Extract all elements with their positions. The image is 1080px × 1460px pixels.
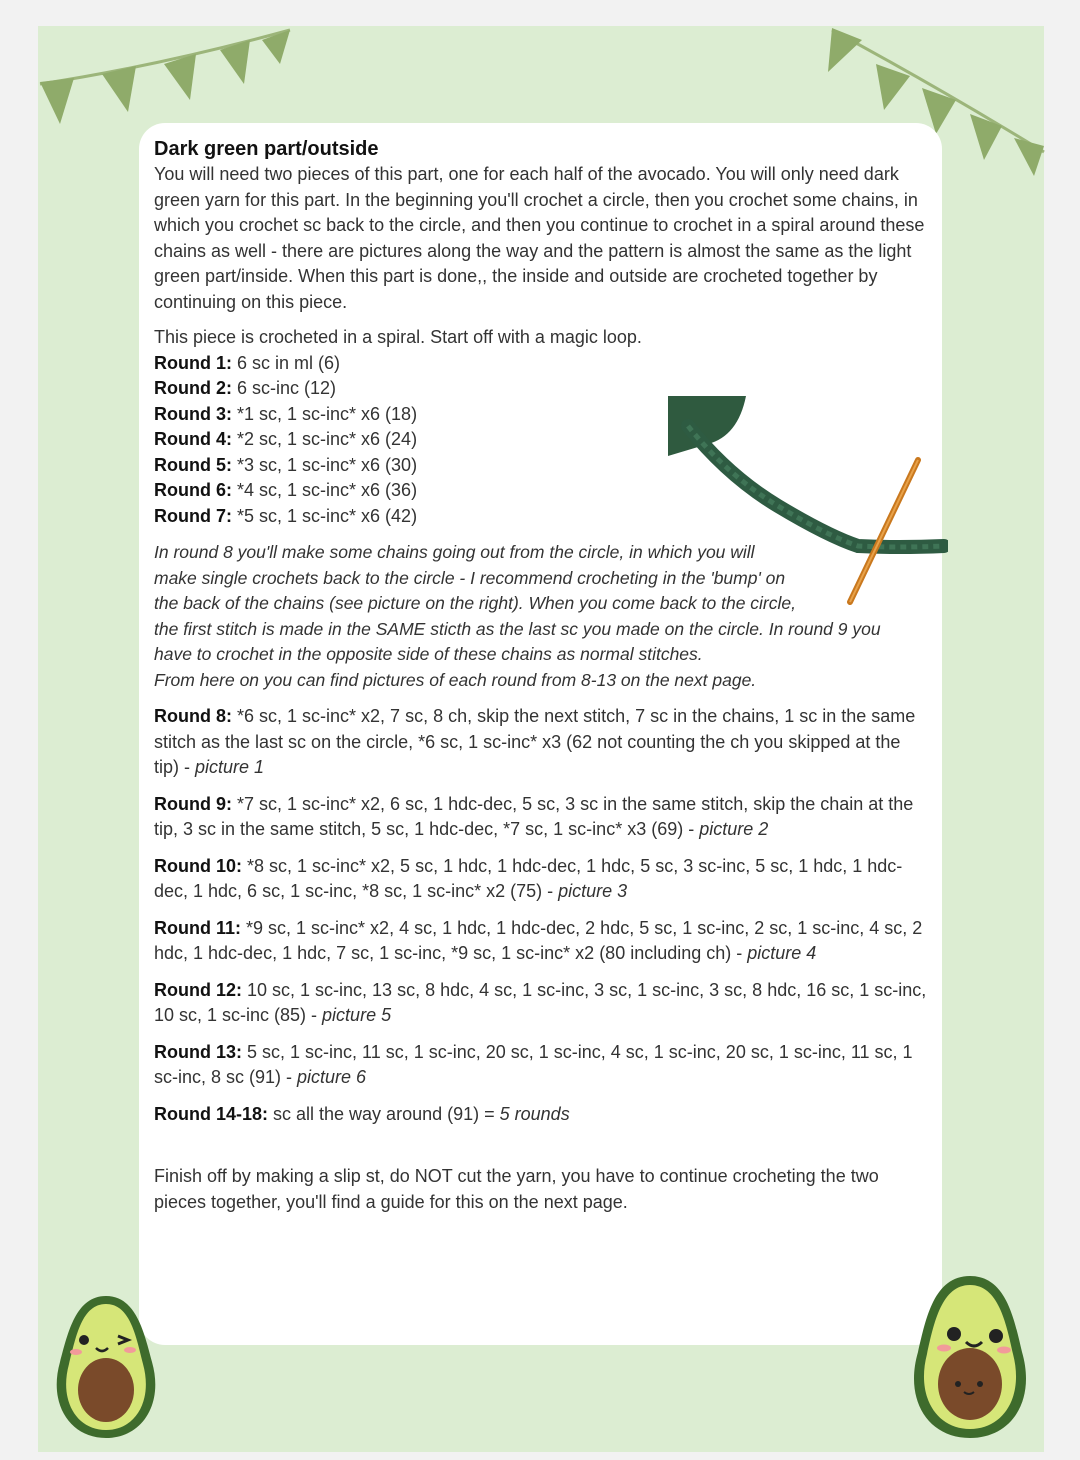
intro-paragraph: You will need two pieces of this part, one for each half of the avocado. You will only need dark green yarn for this part. In the beginning you'll crochet a circle, then you crochet some chains, in which you crochet sc back to the circle, and then you continue to crochet in a spiral around these chains as well - there are pictures along the way and the pattern is almost the same as the light green part/inside. When this part is done,, the inside and outside are crocheted together by continuing on this piece. bbox=[154, 164, 925, 312]
round-8: Round 8: *6 sc, 1 sc-inc* x2, 7 sc, 8 ch, skip the next stitch, 7 sc in the chains, 1 sc in the same stitch as the last sc on the circle, *6 sc, 1 sc-inc* x3 (62 not counting the ch you skipped at the tip) - picture 1 bbox=[154, 706, 916, 777]
round-line: Round 5: *3 sc, 1 sc-inc* x6 (30) bbox=[154, 454, 418, 475]
round-line: Round 4: *2 sc, 1 sc-inc* x6 (24) bbox=[154, 429, 418, 449]
round-12: Round 12: 10 sc, 1 sc-inc, 13 sc, 8 hdc, 4 sc, 1 sc-inc, 3 sc, 1 sc-inc, 3 sc, 8 hdc, 16 sc, 1 sc-inc, 10 sc, 1 sc-inc (85) - picture 5 bbox=[154, 979, 927, 1025]
start-line: This piece is crocheted in a spiral. Start off with a magic loop. bbox=[154, 327, 642, 347]
round-13: Round 13: 5 sc, 1 sc-inc, 11 sc, 1 sc-inc, 20 sc, 1 sc-inc, 4 sc, 1 sc-inc, 20 sc, 1 sc-inc, 11 sc, 1 sc-inc, 8 sc (91) - picture 6 bbox=[154, 1041, 913, 1087]
pattern-text bbox=[154, 137, 929, 1226]
round-line: Round 6: *4 sc, 1 sc-inc* x6 (36) bbox=[154, 480, 418, 500]
round-line: Round 2: 6 sc-inc (12) bbox=[154, 378, 337, 398]
round-11: Round 11: *9 sc, 1 sc-inc* x2, 4 sc, 1 hdc, 1 hdc-dec, 2 hdc, 5 sc, 1 sc-inc, 2 sc, 1 sc-inc, 4 sc, 2 hdc, 1 hdc-dec, 1 hdc, 7 sc, 1 sc-inc, *9 sc, 1 sc-inc* x2 (80 including ch) - picture 4 bbox=[154, 917, 923, 963]
round-line: Round 1: 6 sc in ml (6) bbox=[154, 352, 341, 373]
round-14-18: Round 14-18: sc all the way around (91) = 5 rounds bbox=[154, 1103, 570, 1124]
round-line: Round 7: *5 sc, 1 sc-inc* x6 (42) bbox=[154, 505, 418, 526]
round-9: Round 9: *7 sc, 1 sc-inc* x2, 6 sc, 1 hdc-dec, 5 sc, 3 sc in the same stitch, skip the chain at the tip, 3 sc in the same stitch, 5 sc, 1 hdc-dec, *7 sc, 1 sc-inc* x3 (69) - picture 2 bbox=[154, 793, 914, 839]
round-8-note: In round 8 you'll make some chains going out from the circle, in which you will make single crochets back to the circle - I recommend crocheting in the 'bump' on the back of the chains (see picture on the right). When you come back to the circle, the first stitch is made in the SAME sticth as the last sc you made on the circle. In round 9 you have to crochet in the opposite side of these chains as normal stitches. From here on you can find pictures of each round from 8-13 on the next page. bbox=[154, 542, 881, 690]
early-rounds bbox=[154, 351, 929, 530]
avocado-wink-icon bbox=[46, 1292, 166, 1442]
bunting-left-icon bbox=[38, 26, 298, 136]
round-10: Round 10: *8 sc, 1 sc-inc* x2, 5 sc, 1 hdc, 1 hdc-dec, 1 hdc, 5 sc, 3 sc-inc, 5 sc, 1 hdc, 1 hdc-dec, 1 hdc, 6 sc, 1 sc-inc, *8 sc, 1 sc-inc* x2 (75) - picture 3 bbox=[154, 855, 903, 901]
finish-paragraph: Finish off by making a slip st, do NOT cut the yarn, you have to continue crocheting the two pieces together, you'll find a guide for this on the next page. bbox=[154, 1166, 879, 1212]
section-title: Dark green part/outside bbox=[154, 138, 379, 160]
round-line: Round 3: *1 sc, 1 sc-inc* x6 (18) bbox=[154, 403, 418, 424]
avocado-smile-icon bbox=[900, 1272, 1040, 1442]
